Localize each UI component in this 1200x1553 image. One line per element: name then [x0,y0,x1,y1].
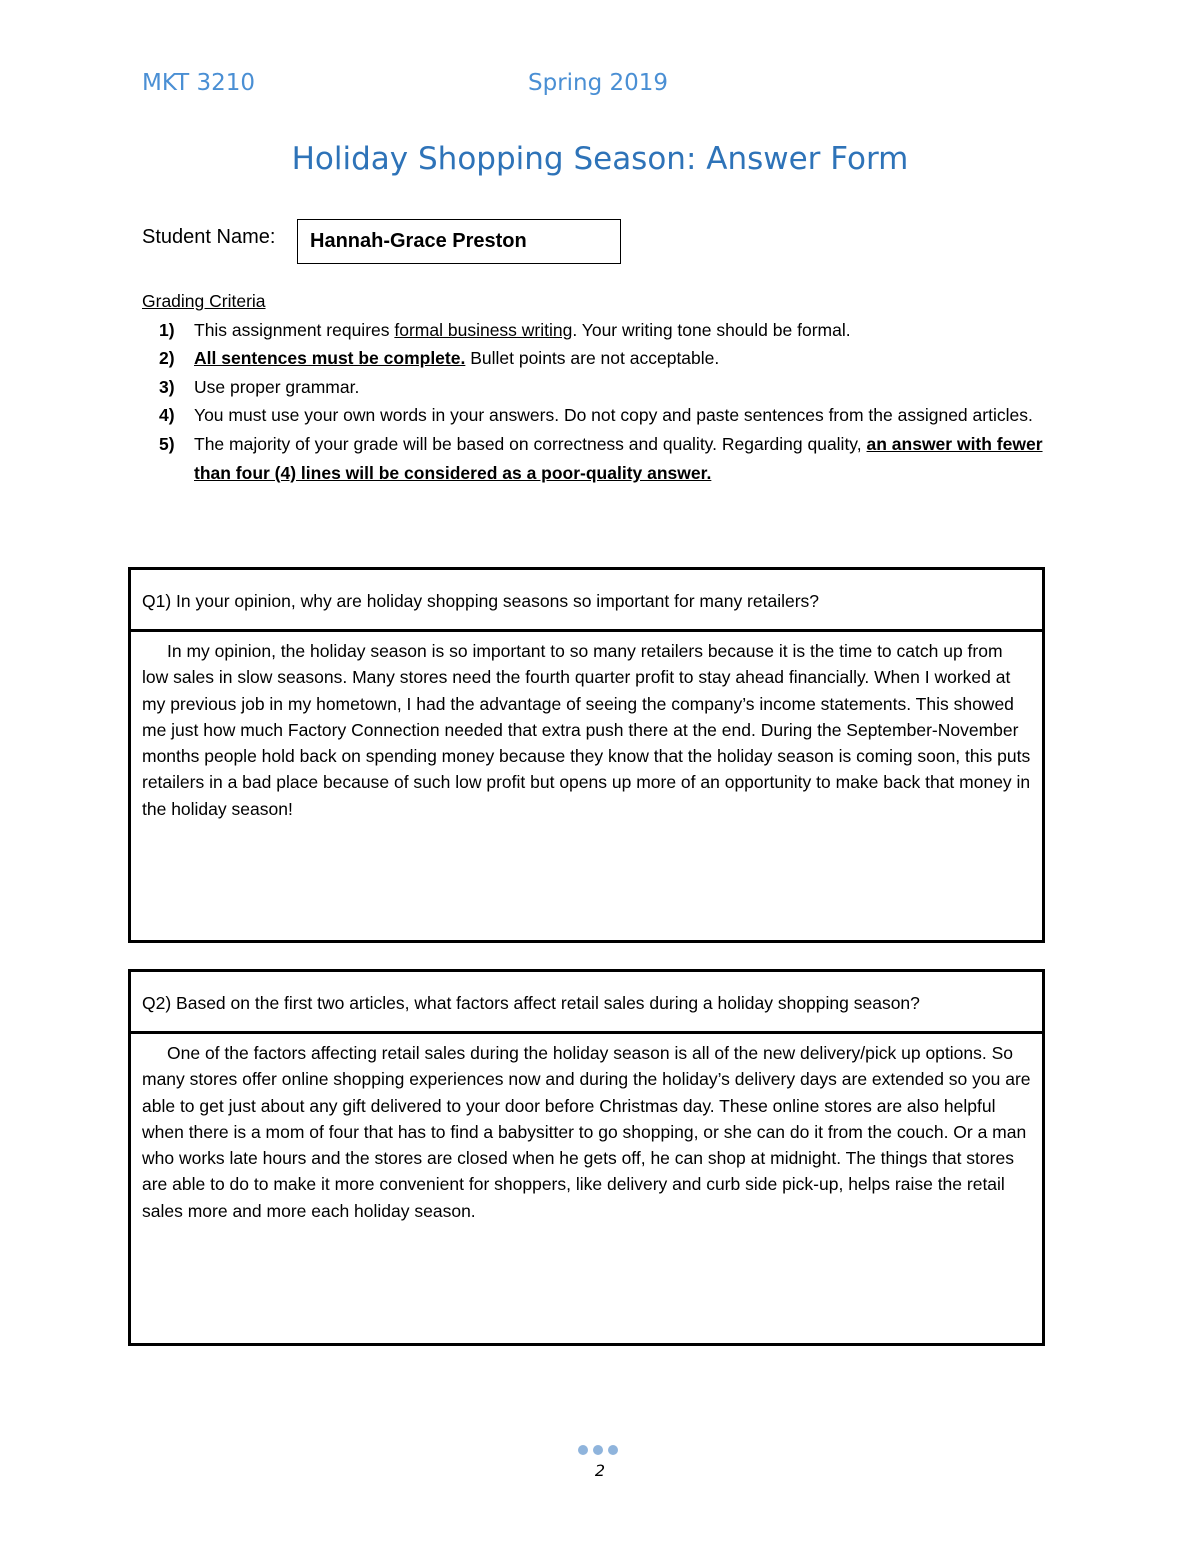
footer-dots-icon [578,1445,618,1455]
student-name-field[interactable]: Hannah-Grace Preston [297,219,621,264]
criteria-text: The majority of your grade will be based on correctness and quality. Regarding quality, [194,433,867,454]
question-2-label: Q2) [142,993,177,1013]
criteria-item-5 [142,430,1062,487]
criteria-text: Bullet points are not acceptable. [465,348,720,369]
answer-2-field[interactable]: One of the factors affecting retail sales during the holiday season is all of the new delivery/pick up options. So many stores offer online shopping experiences now and during the holiday’s delivery days are extended so you are able to get just about any gift delivered to your door before Christmas day. These online stores are also helpful when there is a mom of four that has to find a babysitter to go shopping, or she can do it from the couch. Or a man who works late hours and the stores are closed when he gets off, he can shop at midnight. The things that stores are able to do to make it more convenient for shoppers, like delivery and curb side pick-up, helps raise the retail sales more and more each holiday season. [142,1043,1031,1221]
student-name-label: Student Name: [142,226,276,248]
criteria-number: 2) [159,348,175,369]
question-box-2 [128,969,1045,1346]
criteria-number: 1) [159,319,175,340]
term: Spring 2019 [528,70,669,96]
criteria-number: 4) [159,405,175,426]
criteria-emphasis-text: All sentences must be complete. [194,348,466,369]
grading-criteria-list [142,316,1062,488]
answer-1-field[interactable]: In my opinion, the holiday season is so important to so many retailers because it is the time to catch up from low sales in slow seasons. Many stores need the fourth quarter profit to stay ahead financially. When I worked at my previous job in my hometown, I had the advantage of seeing the company’s income statements. This showed me just how much Factory Connection needed that extra push there at the end. During the September-November months people hold back on spending money because they know that the holiday season is coming soon, this puts retailers in a bad place because of such low profit but opens up more of an opportunity to make back that money in the holiday season! [142,641,1031,819]
question-1-text: In your opinion, why are holiday shopping seasons so important for many retailers? [176,591,820,611]
page-title: Holiday Shopping Season: Answer Form [291,141,909,177]
question-1-header [131,570,1042,632]
course-code: MKT 3210 [142,70,256,96]
question-1-label: Q1) [142,591,177,611]
criteria-number: 5) [159,433,175,454]
criteria-text: You must use your own words in your answers. Do not copy and paste sentences from the assigned articles. [194,405,1033,426]
criteria-item-3 [142,373,1062,402]
page-number: 2 [594,1461,606,1480]
question-2-text: Based on the first two articles, what factors affect retail sales during a holiday shopping season? [176,993,920,1013]
question-box-1 [128,567,1045,943]
criteria-text: . Your writing tone should be formal. [572,319,851,340]
grading-criteria [142,287,1062,487]
criteria-number: 3) [159,376,175,397]
criteria-text: Use proper grammar. [194,376,360,397]
criteria-item-2 [142,344,1062,373]
criteria-emphasis-text: an answer with fewer than four (4) lines will be considered as a poor-quality answer. [194,433,1043,483]
criteria-text: This assignment requires [194,319,395,340]
grading-criteria-title: Grading Criteria [142,291,266,311]
criteria-item-4 [142,401,1062,430]
criteria-item-1 [142,316,1062,345]
question-2-header [131,972,1042,1034]
criteria-underlined-text: formal business writing [394,319,573,340]
